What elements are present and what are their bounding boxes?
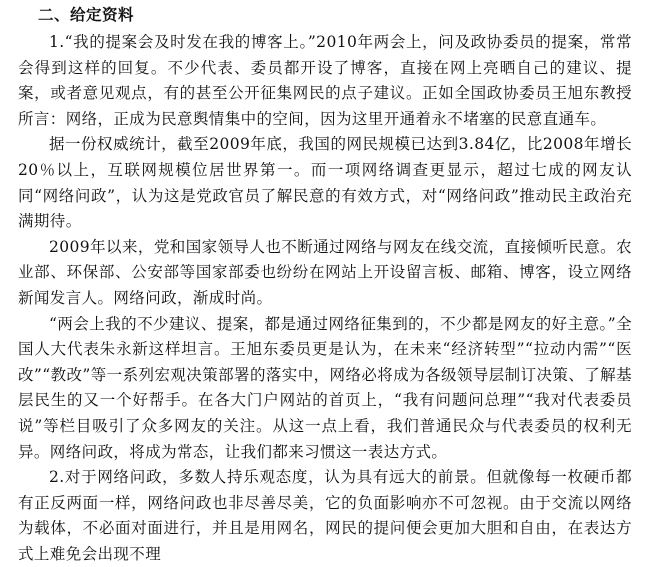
section-heading: 二、给定资料 xyxy=(38,6,135,24)
paragraph-5: 2.对于网络问政，多数人持乐观态度，认为具有远大的前景。但就像每一枚硬币都有正反两面一样，网络问政也非尽善尽美，它的负面影响亦不可忽视。由于交流以网络为载体，不必面对面进行，并且是用网名，网民的提问便会更加大胆和自由，在表达方式上难免会出现不理 xyxy=(18,468,632,563)
paragraph-2: 据一份权威统计，截至2009年底，我国的网民规模已达到3.84亿，比2008年增长20％以上，互联网规模位居世界第一。而一项网络调查更显示，超过七成的网友认同“网络问政”，认为这是党政官员了解民意的有效方式，对“网络问政”推动民主政治充满期待。 xyxy=(18,135,632,231)
paragraph-1: 1.“我的提案会及时发在我的博客上。”2010年两会上，问及政协委员的提案，常常会得到这样的回复。不少代表、委员都开设了博客，直接在网上亮晒自己的建议、提案，或者意见观点，有的甚至公开征集网民的点子建议。正如全国政协委员王旭东教授所言：网络，正成为民意舆情集中的空间，因为这里开通着永不堵塞的民意直通车。 xyxy=(18,33,632,128)
paragraph-3: 2009年以来，党和国家领导人也不断通过网络与网友在线交流，直接倾听民意。农业部、环保部、公安部等国家部委也纷纷在网站上开设留言板、邮箱、博客，设立网络新闻发言人。网络问政，渐成时尚。 xyxy=(18,237,632,307)
paragraph-4: “两会上我的不少建议、提案，都是通过网络征集到的，不少都是网友的好主意。”全国人大代表朱永新这样坦言。王旭东委员更是认为，在未来“经济转型”“拉动内需”“医改”“教改”等一系列宏观决策部署的落实中，网络必将成为各级领导层制订决策、了解基层民生的又一个好帮手。在各大门户网站的首页上，“我有问题问总理”“我对代表委员说”等栏目吸引了众多网友的关注。从这一点上看，我们普通民众与代表委员的权利无异。网络问政，将成为常态，让我们都来习惯这一表达方式。 xyxy=(18,314,632,461)
document-body xyxy=(18,30,632,567)
